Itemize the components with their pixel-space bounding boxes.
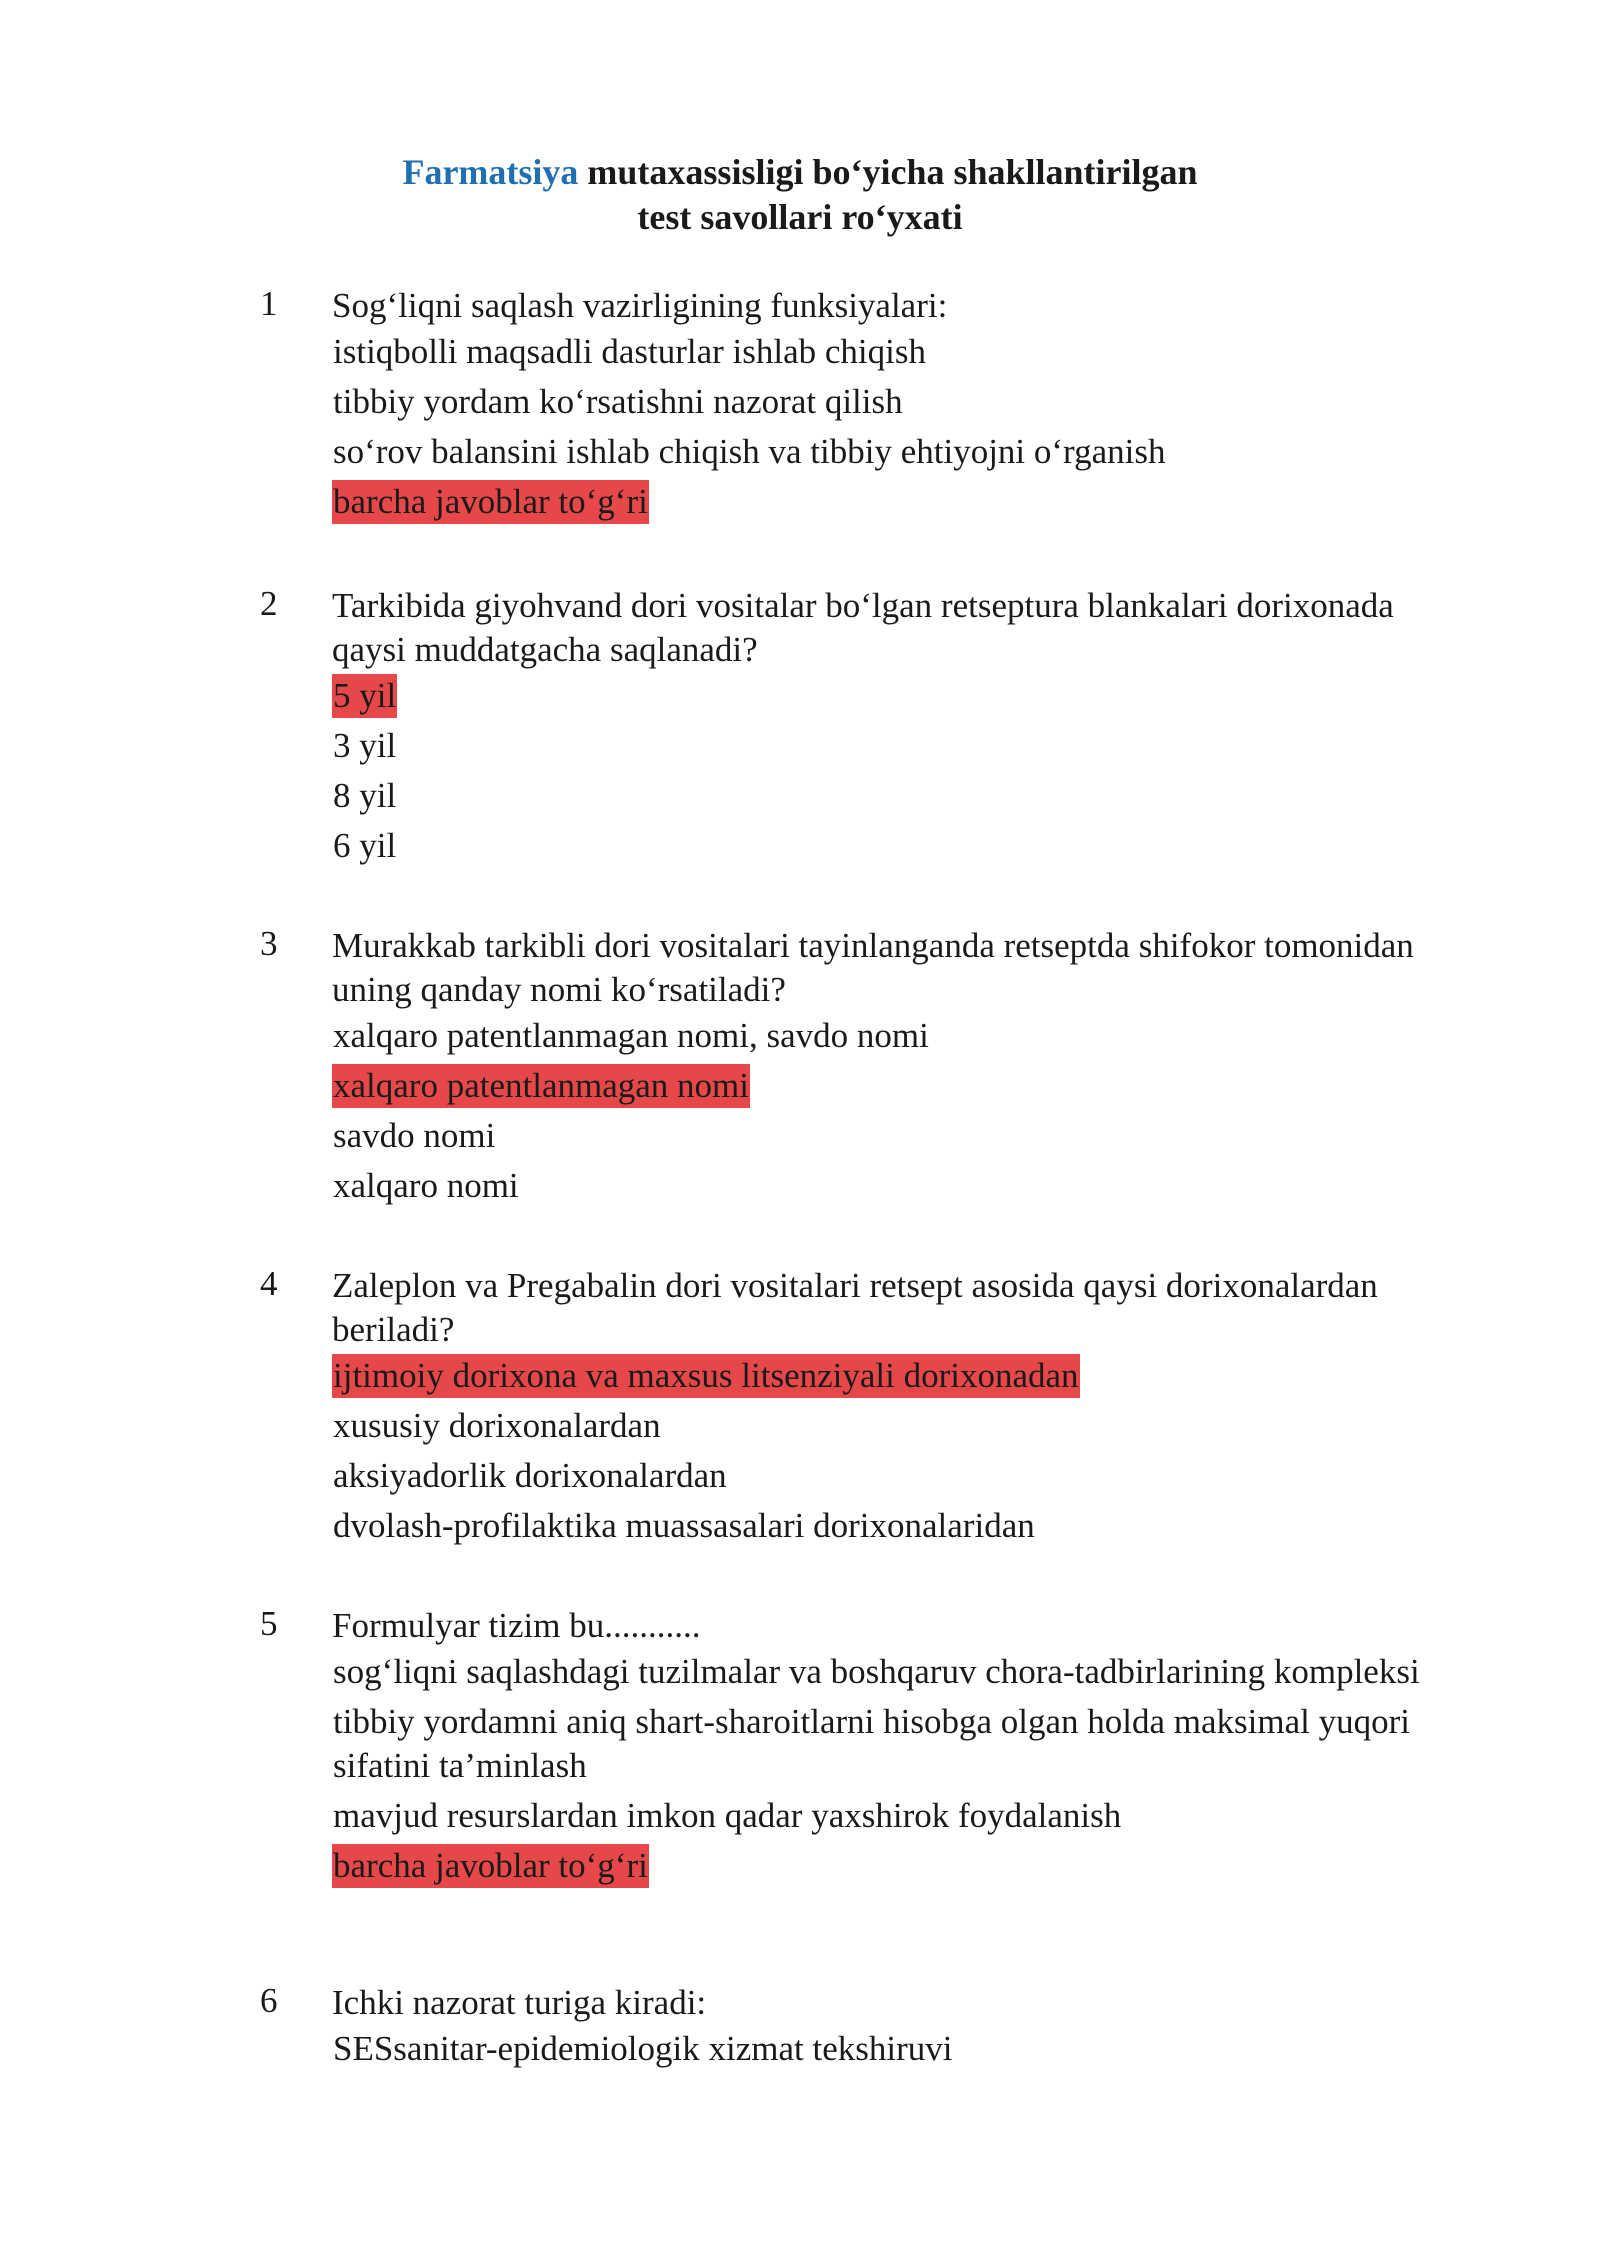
document-subtitle: test savollari ro‘yxati xyxy=(637,197,963,237)
answer-option-text: savdo nomi xyxy=(333,1116,496,1155)
answer-option[interactable] xyxy=(332,330,1440,374)
answer-option-text: xalqaro patentlanmagan nomi, savdo nomi xyxy=(333,1016,929,1055)
answer-option-text: istiqbolli maqsadli dasturlar ishlab chiqish xyxy=(333,332,926,371)
title-rest: mutaxassisligi bo‘yicha shakllantirilgan xyxy=(578,152,1198,192)
answer-options xyxy=(332,1650,1440,1888)
question-number: 1 xyxy=(260,284,278,323)
answer-option-correct[interactable] xyxy=(332,1354,1440,1398)
title-accent-word: Farmatsiya xyxy=(402,152,579,192)
answer-option-text: mavjud resurslardan imkon qadar yaxshirok foydalanish xyxy=(333,1796,1122,1835)
question-text: Sog‘liqni saqlash vazirligining funksiyalari: xyxy=(332,286,948,325)
answer-option[interactable] xyxy=(332,1650,1440,1694)
answer-options xyxy=(332,1354,1440,1548)
answer-option-correct[interactable] xyxy=(332,1844,1440,1888)
answer-options xyxy=(332,2027,1440,2071)
question-5 xyxy=(260,1604,1440,1894)
question-6 xyxy=(260,1981,1440,2077)
answer-option[interactable] xyxy=(332,380,1440,424)
answer-option-text: barcha javoblar to‘g‘ri xyxy=(332,480,649,524)
question-text: Tarkibida giyohvand dori vositalar bo‘lgan retseptura blankalari dorixonada qaysi muddatgacha saqlanadi? xyxy=(332,586,1394,669)
answer-option-text: sog‘liqni saqlashdagi tuzilmalar va boshqaruv chora-tadbirlarining kompleksi xyxy=(333,1652,1420,1691)
answer-option[interactable] xyxy=(332,774,1440,818)
question-text: Zaleplon va Pregabalin dori vositalari retsept asosida qaysi dorixonalardan beriladi? xyxy=(332,1266,1378,1349)
answer-option-text: xalqaro nomi xyxy=(333,1166,519,1205)
answer-option-text: 6 yil xyxy=(333,826,397,865)
question-number: 3 xyxy=(260,924,278,963)
answer-option-text: 3 yil xyxy=(333,726,397,765)
answer-option-text: dvolash-profilaktika muassasalari dorixonalaridan xyxy=(333,1506,1035,1545)
answer-option[interactable] xyxy=(332,1114,1440,1158)
answer-options xyxy=(332,674,1440,868)
answer-option[interactable] xyxy=(332,1504,1440,1548)
question-2 xyxy=(260,584,1440,874)
answer-option-text: xususiy dorixonalardan xyxy=(333,1406,661,1445)
answer-option-text: so‘rov balansini ishlab chiqish va tibbiy ehtiyojni o‘rganish xyxy=(333,432,1166,471)
answer-options xyxy=(332,330,1440,524)
answer-option-correct[interactable] xyxy=(332,674,1440,718)
answer-option[interactable] xyxy=(332,430,1440,474)
question-4 xyxy=(260,1264,1440,1554)
answer-option-text: 5 yil xyxy=(332,674,397,718)
answer-option[interactable] xyxy=(332,1794,1440,1838)
answer-option-text: 8 yil xyxy=(333,776,397,815)
question-1 xyxy=(260,284,1440,530)
question-number: 4 xyxy=(260,1264,278,1303)
answer-option[interactable] xyxy=(332,1014,1440,1058)
question-text: Murakkab tarkibli dori vositalari tayinlanganda retseptda shifokor tomonidan uning qanday nomi ko‘rsatiladi? xyxy=(332,926,1414,1009)
answer-options xyxy=(332,1014,1440,1208)
question-number: 6 xyxy=(260,1981,278,2020)
answer-option-text: SESsanitar-epidemiologik xizmat tekshiruvi xyxy=(333,2029,953,2068)
answer-option[interactable] xyxy=(332,2027,1440,2071)
question-number: 2 xyxy=(260,584,278,623)
question-text: Ichki nazorat turiga kiradi: xyxy=(332,1983,707,2022)
answer-option[interactable] xyxy=(332,1454,1440,1498)
question-text: Formulyar tizim bu........... xyxy=(332,1606,701,1645)
answer-option[interactable] xyxy=(332,724,1440,768)
answer-option-text: xalqaro patentlanmagan nomi xyxy=(332,1064,750,1108)
answer-option-text: tibbiy yordam ko‘rsatishni nazorat qilish xyxy=(333,382,903,421)
answer-option[interactable] xyxy=(332,1404,1440,1448)
answer-option-text: ijtimoiy dorixona va maxsus litsenziyali dorixonadan xyxy=(332,1354,1080,1398)
answer-option-text: barcha javoblar to‘g‘ri xyxy=(332,1844,649,1888)
answer-option[interactable] xyxy=(332,1700,1440,1788)
question-number: 5 xyxy=(260,1604,278,1643)
answer-option[interactable] xyxy=(332,824,1440,868)
answer-option-text: tibbiy yordamni aniq shart-sharoitlarni hisobga olgan holda maksimal yuqori sifatini ta’minlash xyxy=(333,1702,1411,1785)
document-title xyxy=(0,150,1600,194)
answer-option-correct[interactable] xyxy=(332,480,1440,524)
question-3 xyxy=(260,924,1440,1214)
answer-option-text: aksiyadorlik dorixonalardan xyxy=(333,1456,727,1495)
answer-option-correct[interactable] xyxy=(332,1064,1440,1108)
answer-option[interactable] xyxy=(332,1164,1440,1208)
